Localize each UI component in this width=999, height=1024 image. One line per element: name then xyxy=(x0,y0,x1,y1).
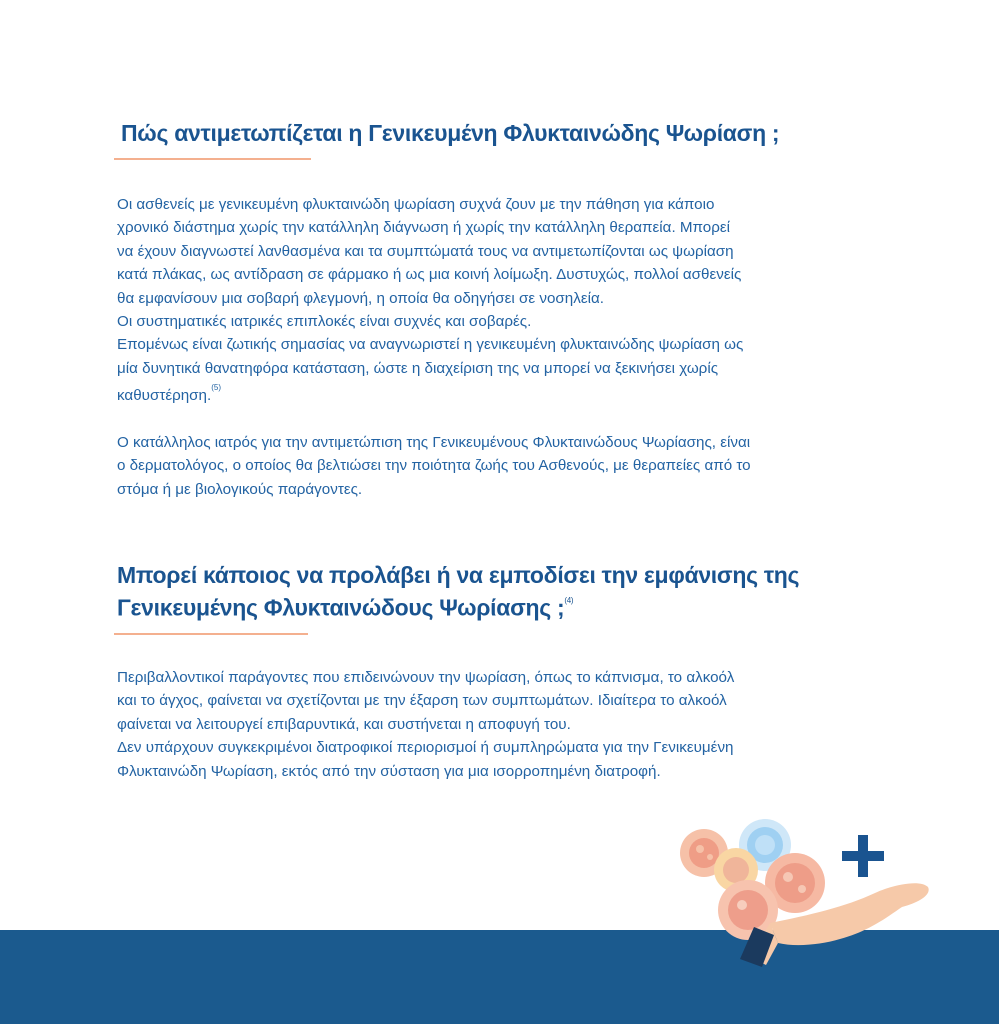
paragraph-line: να έχουν διαγνωστεί λανθασμένα και τα συμπτώματά τους να αντιμετωπίζονται ως ψωρίαση xyxy=(117,242,734,260)
paragraph-line: Οι συστηματικές ιατρικές επιπλοκές είναι συχνές και σοβαρές. xyxy=(117,313,532,331)
paragraph-line: και το άγχος, φαίνεται να σχετίζονται με την έξαρση των συμπτωμάτων. Ιδιαίτερα το αλκοόλ xyxy=(117,692,727,710)
paragraph-line-last xyxy=(117,380,743,407)
plus-icon xyxy=(842,835,884,877)
paragraph-line: ο δερματολόγος, ο οποίος θα βελτιώσει την ποιότητα ζωής του Ασθενούς, με θεραπείες από το xyxy=(117,457,751,475)
heading-underline xyxy=(114,633,308,635)
paragraph-line: φαίνεται να λειτουργεί επιβαρυντικά, και συστήνεται η αποφυγή του. xyxy=(117,715,571,733)
paragraph-line: κατά πλάκας, ως αντίδραση σε φάρμακο ή ως μια κοινή λοίμωξη. Δυστυχώς, πολλοί ασθενείς xyxy=(117,266,742,284)
paragraph-line: Οι ασθενείς με γενικευμένη φλυκταινώδη ψωρίαση συχνά ζουν με την πάθηση για κάποιο xyxy=(117,196,715,213)
paragraph-line-text: καθυστέρηση. xyxy=(117,387,212,405)
paragraph-line: θα εμφανίσουν μια σοβαρή φλεγμονή, η οποία θα οδηγήσει σε νοσηλεία. xyxy=(117,289,604,307)
paragraph-line: Ο κατάλληλος ιατρός για την αντιμετώπιση της Γενικευμένους Φλυκταινώδους Ψωρίασης, είναι xyxy=(117,434,751,451)
section2-heading xyxy=(117,560,799,623)
paragraph-line: Φλυκταινώδη Ψωρίαση, εκτός από την σύσταση για μια ισορροπημένη διατροφή. xyxy=(117,762,661,780)
paragraph-line: στόμα ή με βιολογικούς παράγοντες. xyxy=(117,480,363,498)
reference-superscript: (4) xyxy=(564,596,574,605)
section2-heading-line2 xyxy=(117,590,799,623)
paragraph-line: μία δυνητικά θανατηφόρα κατάσταση, ώστε η διαχείριση της να μπορεί να ξεκινήσει χωρίς xyxy=(117,359,719,377)
section2-heading-line1: Μπορεί κάποιος να προλάβει ή να εμποδίσει την εμφάνισης της xyxy=(117,562,800,588)
reference-superscript: (5) xyxy=(211,383,221,393)
section2-heading-line2-text: Γενικευμένης Φλυκταινώδους Ψωρίασης ; xyxy=(117,594,565,621)
section1-paragraph1 xyxy=(117,193,743,408)
paragraph-line: Επομένως είναι ζωτικής σημασίας να αναγνωριστεί η γενικευμένη φλυκταινώδης ψωρίαση ως xyxy=(117,336,744,354)
paragraph-line: χρονικό διάστημα χωρίς την κατάλληλη διάγνωση ή χωρίς την κατάλληλη θεραπεία. Μπορεί xyxy=(117,219,731,237)
heading-underline xyxy=(114,158,311,160)
section1-paragraph2 xyxy=(117,431,751,501)
paragraph-line: Δεν υπάρχουν συγκεκριμένοι διατροφικοί περιορισμοί ή συμπληρώματα για την Γενικευμένη xyxy=(117,739,734,757)
paragraph-line: Περιβαλλοντικοί παράγοντες που επιδεινώνουν την ψωρίαση, όπως το κάπνισμα, το αλκοόλ xyxy=(117,669,735,686)
hand-illustration xyxy=(670,815,940,985)
section2-paragraph xyxy=(117,666,734,783)
section1-heading: Πώς αντιμετωπίζεται η Γενικευμένη Φλυκταινώδης Ψωρίαση ; xyxy=(121,120,780,146)
